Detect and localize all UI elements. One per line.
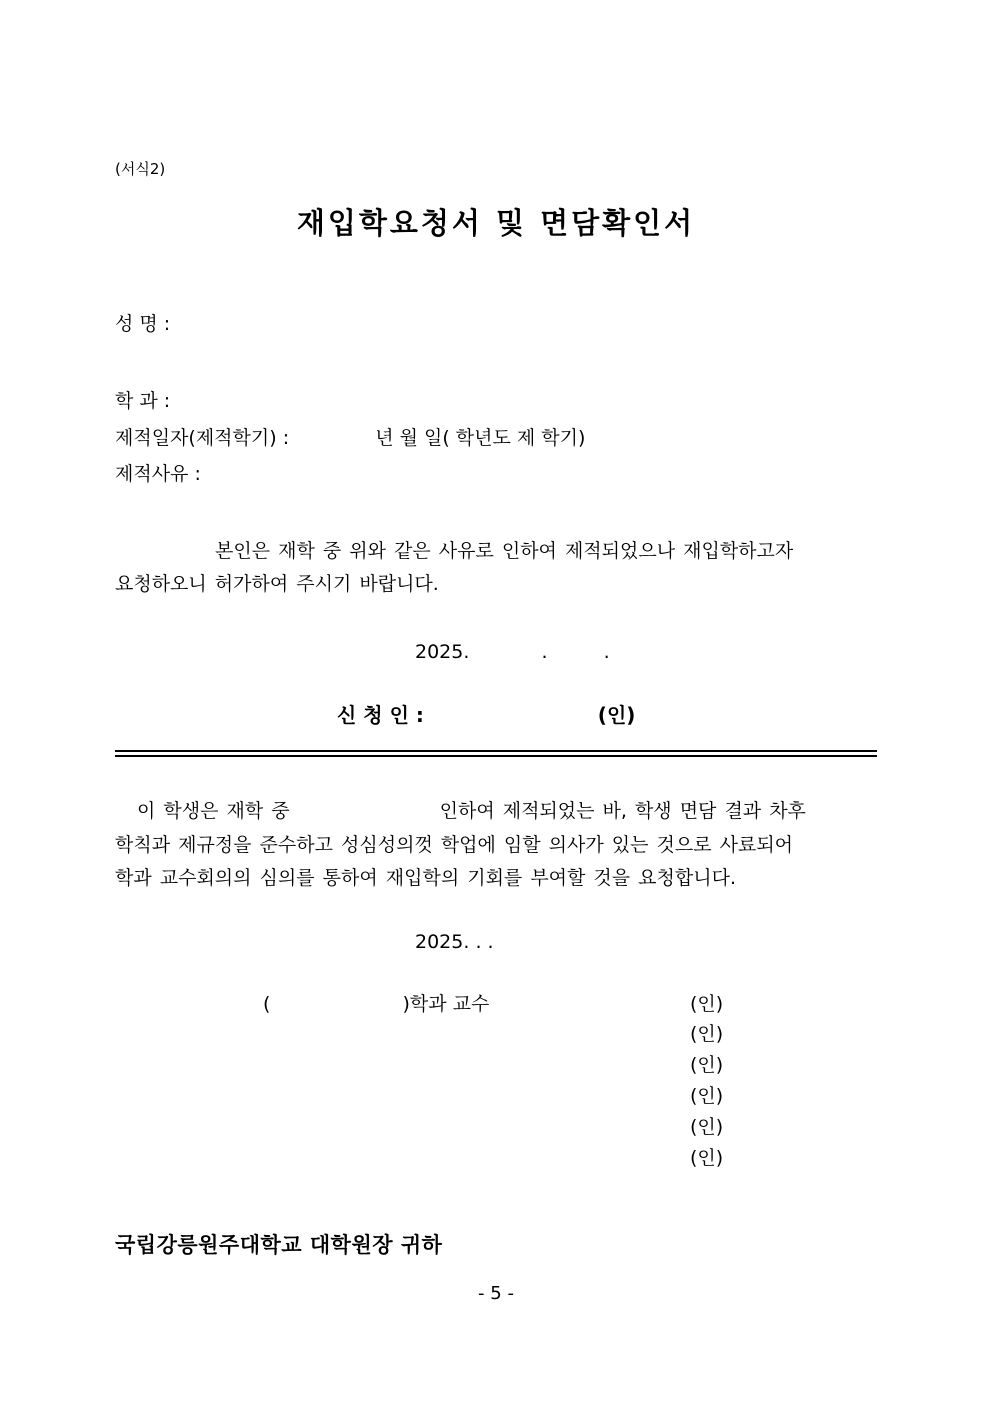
applicant-signature-row (115, 699, 877, 728)
name-label: 성 명 : (115, 313, 171, 335)
form-tag: (서식2) (115, 160, 166, 178)
professor-seal-3: (인) (690, 1054, 724, 1076)
recipient-line: 국립강릉원주대학교 대학원장 귀하 (115, 1233, 443, 1257)
confirmation-line1-b: 인하여 제적되었는 바, 학생 면담 결과 차후 (439, 800, 806, 823)
professor-date-month: . (475, 931, 482, 953)
professor-seal-4: (인) (690, 1085, 724, 1107)
professor-seal-5: (인) (690, 1116, 724, 1138)
statement-line2: 요청하오니 허가하여 주시기 바랍니다. (115, 573, 439, 595)
professor-date-line (115, 931, 877, 953)
professor-department-field (263, 989, 489, 1016)
confirmation-line1-a: 이 학생은 재학 중 (137, 800, 290, 823)
section-divider (115, 750, 877, 759)
divider-line-top (115, 750, 877, 752)
page-number: - 5 - (478, 1283, 514, 1304)
applicant-date-year: 2025. (415, 641, 470, 664)
professor-date-year: 2025. (415, 931, 470, 953)
professor-seal-6: (인) (690, 1147, 724, 1169)
expulsion-date-row (115, 424, 877, 453)
professor-seal-2: (인) (690, 1023, 724, 1045)
applicant-date-month: . (541, 641, 548, 664)
department-label: 학 과 : (115, 390, 171, 413)
confirmation-line3: 학과 교수회의의 심의를 통하여 재입학의 기회를 부여할 것을 요청합니다. (115, 866, 736, 889)
applicant-label: 신 청 인 : (337, 703, 424, 728)
professor-dept-close-paren: )학과 교수 (402, 993, 490, 1015)
professor-seal-list (115, 1019, 877, 1187)
expulsion-date-label: 제적일자(제적학기) : (115, 426, 290, 449)
professor-date-day: . (487, 931, 494, 953)
applicant-statement (115, 535, 877, 602)
expulsion-date-value: 년 월 일( 학년도 제 학기) (375, 426, 586, 449)
applicant-seal-mark: (인) (597, 703, 636, 728)
applicant-date-line (115, 641, 877, 663)
applicant-date-day: . (603, 641, 610, 664)
document-content (115, 0, 877, 1259)
expulsion-reason-label: 제적사유 : (115, 463, 201, 486)
confirmation-line2: 학칙과 제규정을 준수하고 성심성의껏 학업에 임할 의사가 있는 것으로 사료되어 (115, 833, 794, 856)
applicant-name-field (115, 310, 877, 339)
professor-seal-1: (인) (690, 993, 724, 1015)
professor-confirmation (115, 795, 877, 895)
statement-line1: 본인은 재학 중 위와 같은 사유로 인하여 제적되었으나 재입학하고자 (215, 539, 794, 562)
student-info-fields (115, 387, 877, 489)
page-title: 재입학요청서 및 면담확인서 (296, 206, 696, 240)
professor-dept-open-paren: ( (263, 993, 271, 1015)
divider-line-bottom (115, 755, 877, 757)
professor-department-row (115, 989, 877, 1019)
